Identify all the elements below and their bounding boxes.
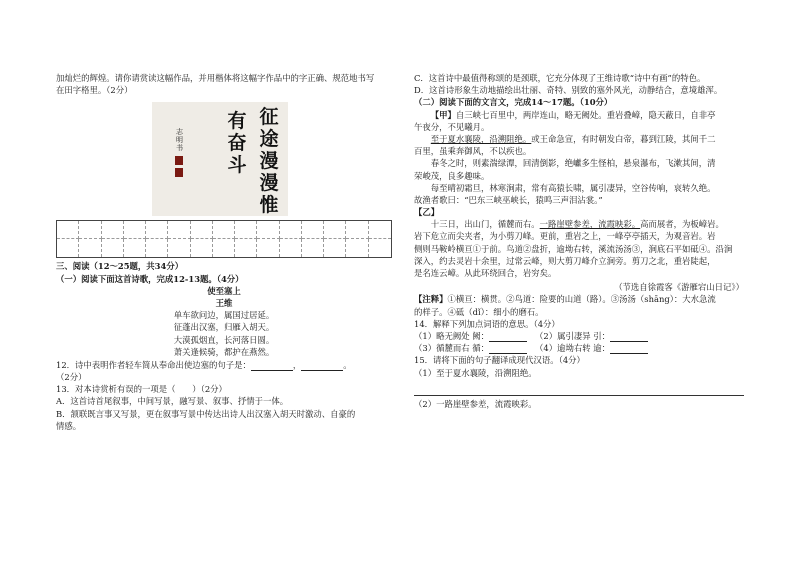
calligraphy-char: 征	[259, 106, 279, 129]
calligraphy-char: 漫	[259, 150, 279, 173]
passage-text: 自三峡七百里中，两岸连山，略无阙处。重岩叠嶂，隐天蔽日，自非亭	[455, 109, 716, 120]
passage-text: 春冬之时，则素湍绿潭，回清倒影，绝巘多生怪柏，悬泉瀑布，飞漱其间，清	[430, 158, 716, 169]
question-12-score: （2分）	[56, 372, 87, 383]
passage-text: 岩下危立而尖夹者，为小剪刀峰。更前，重岩之上，一峰亭亭插天，为观音岩。岩	[414, 231, 716, 242]
calligraphy-char: 惟	[259, 194, 279, 217]
passage-yi-label: 【乙】	[414, 207, 440, 218]
answer-line[interactable]	[414, 382, 744, 396]
passage-text: 深入，约去灵岩十余里，过常云峰，则大剪刀峰介立涧旁。剪刀之北，重岩陡起，	[414, 255, 716, 266]
q15-item: （1）至于夏水襄陵，沿溯阻绝。	[414, 367, 537, 378]
part1-title: （一）阅读下面这首诗歌，完成12-13题。（4分）	[56, 273, 244, 284]
calligraphy-char: 漫	[259, 172, 279, 195]
poem-line: 大漠孤烟直，长河落日圆。	[173, 334, 275, 345]
option-b: B．颔联既言事又写景，更在叙事写景中传达出诗人出汉塞入胡天时激动、自豪的	[56, 408, 356, 419]
poem-title: 使至塞上	[207, 285, 241, 296]
calligraphy-artwork	[152, 102, 288, 216]
poem-line: 萧关逢候骑，都护在燕然。	[173, 346, 275, 357]
q14-item: （4）逾坳右转 逾：	[535, 343, 610, 354]
seal-stamp	[175, 156, 183, 165]
calligraphy-inscription: 志明书	[176, 128, 183, 153]
question-12-text: 12．诗中表明作者轻车简从奉命出使边塞的句子是：	[56, 359, 251, 370]
question-13: 13．对本诗赏析有误的一项是（ ）（2分）	[56, 384, 227, 395]
passage-text: 荣峻茂，良多趣味。	[414, 170, 490, 181]
passage-jia-p1	[414, 109, 744, 121]
passage-text: 百里，虽乘奔御风，不以疾也。	[414, 146, 532, 157]
question-14-row	[414, 342, 744, 354]
passage-jia-p2	[414, 133, 744, 145]
intro-line-2: 在田字格里。（2分）	[56, 85, 133, 96]
question-12: 12．诗中表明作者轻车简从奉命出使边塞的句子是： ， 。	[56, 359, 352, 370]
intro-line-1: 加灿烂的辉煌。请你请赏读这幅作品，并用楷体将这幅字作品中的字正确、规范地书写	[56, 73, 375, 83]
q14-item: （3）循麓而右 循：	[414, 343, 489, 354]
passage-text: 或王命急宣，有时朝发白帝，暮到江陵，其间千二	[531, 133, 716, 144]
answer-blank[interactable]	[489, 344, 527, 354]
q15-item: （2）一路崖壁参差，流霞映彩。	[414, 398, 537, 409]
right-column	[414, 72, 744, 410]
calligraphy-char: 有	[227, 110, 247, 133]
seal-stamp	[175, 168, 183, 177]
passage-text: 高而展者，为板嶂岩。	[640, 219, 724, 230]
answer-blank[interactable]	[301, 361, 343, 371]
option-d: D．这首诗形象生动地描绘出壮丽、奇特、别致的塞外风光，动静结合，意境雄浑。	[414, 85, 723, 96]
passage-jia-label: 【甲】	[430, 109, 456, 120]
passage-yi-p1	[414, 218, 744, 230]
poem-line: 征蓬出汉塞，归雁入胡天。	[173, 322, 275, 333]
poem-line: 单车欲问边，属国过居延。	[173, 310, 275, 321]
part2-title: （二）阅读下面的文言文，完成14～17题。（10分）	[414, 97, 613, 108]
source-citation: （节选自徐霞客《游雁宕山日记》）	[614, 282, 744, 293]
notes-label: 【注释】	[414, 294, 448, 305]
answer-blank[interactable]	[610, 344, 648, 354]
q14-item: （2）属引凄异 引：	[535, 330, 610, 341]
calligraphy-char: 途	[259, 128, 279, 151]
option-c: C．这首诗中最值得称颂的是颈联，它充分体现了王维诗歌“诗中有画”的特色。	[414, 73, 706, 83]
notes	[414, 293, 744, 305]
question-15: 15．请将下面的句子翻译成现代汉语。（4分）	[414, 355, 585, 366]
option-a: A．这首诗首尾叙事，中间写景，融写景、叙事、抒情于一体。	[56, 396, 289, 407]
passage-text: 十三日，出山门，循麓而右。	[430, 219, 540, 230]
tianzige-writing-grid[interactable]	[56, 220, 392, 258]
q14-item: （1）略无阙处 阙：	[414, 330, 489, 341]
passage-text: 每至晴初霜旦，林寒涧肃，常有高猿长啸，属引凄异，空谷传响，哀转久绝。	[430, 182, 716, 193]
passage-text: 故渔者歌曰：“巴东三峡巫峡长，猿鸣三声泪沾裳。”	[414, 194, 603, 205]
question-14-row	[414, 330, 744, 342]
notes-text: ①横亘：横贯。②鸟道：险要的山道（路）。③汤汤（shāng）：大水急流	[447, 294, 716, 305]
poem-author: 王维	[215, 297, 233, 308]
underlined-sentence: 至于夏水襄陵，沿溯阻绝。	[430, 133, 532, 144]
calligraphy-char: 奋	[227, 132, 247, 155]
question-14: 14．解释下列加点词语的意思。（4分）	[414, 318, 560, 329]
underlined-sentence: 一路崖壁参差，流霞映彩。	[539, 219, 641, 230]
passage-text: 午夜分，不见曦月。	[414, 121, 490, 132]
answer-blank[interactable]	[251, 361, 293, 371]
passage-text: 侧则马鞍岭横亘①于前。鸟道②盘折，逾坳右转，溪流汤汤③，涧底石平如砥④。沿涧	[414, 243, 733, 254]
option-b-cont: 情感。	[56, 420, 82, 431]
answer-blank[interactable]	[610, 332, 648, 342]
answer-blank[interactable]	[489, 332, 527, 342]
left-column	[56, 72, 392, 432]
section3-title: 三、阅读（12～25题，共34分）	[56, 261, 184, 272]
calligraphy-char: 斗	[227, 154, 247, 177]
passage-text: 是名连云嶂。从此环绕回合，岩穷矣。	[414, 268, 557, 278]
notes-text: 的样子。④砥（dǐ）：细小的磨石。	[414, 306, 544, 317]
